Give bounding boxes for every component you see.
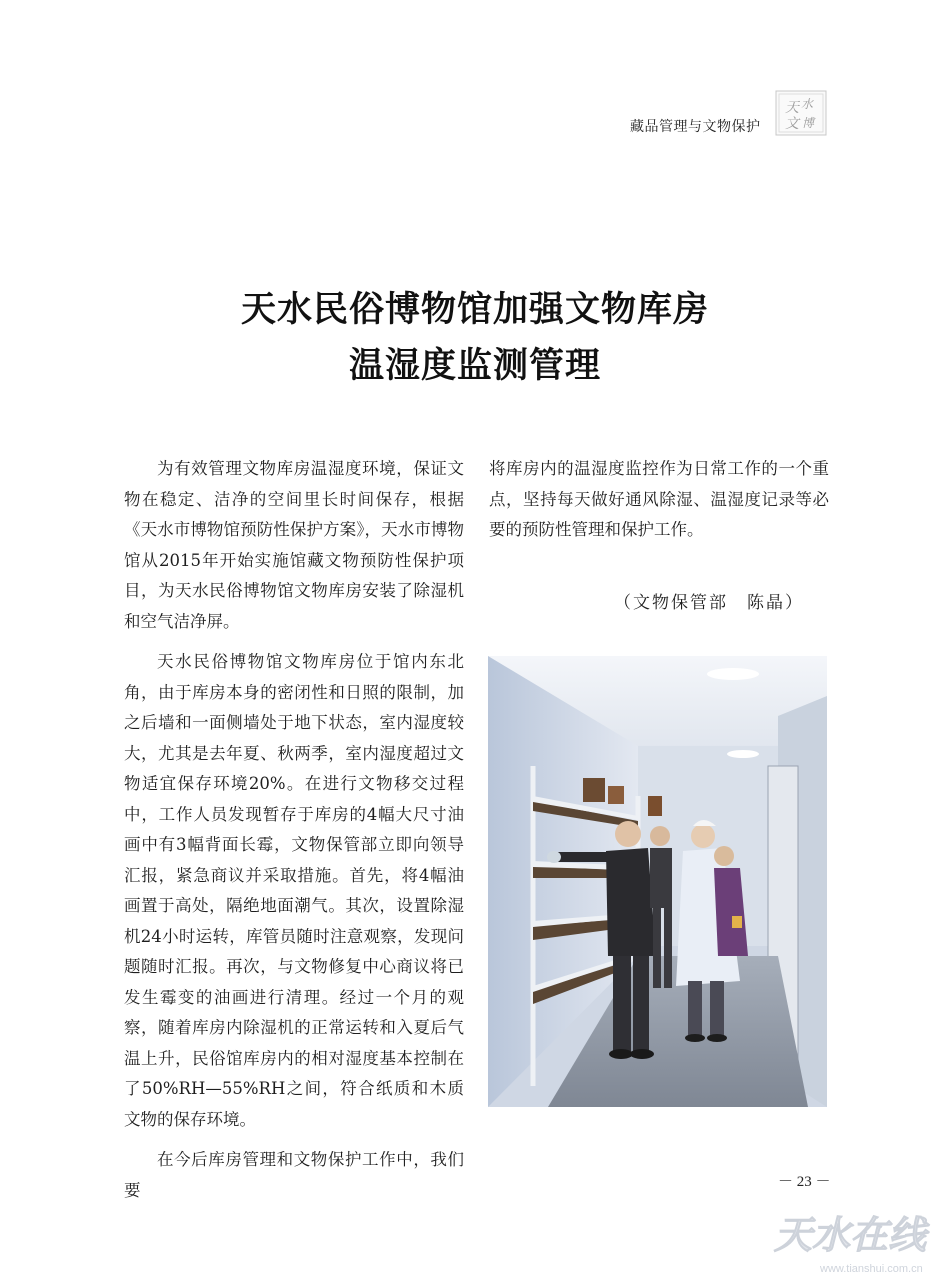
watermark-url: www.tianshui.com.cn: [820, 1263, 923, 1275]
body-paragraph: 天水民俗博物馆文物库房位于馆内东北角，由于库房本身的密闭性和日照的限制，加之后墙和一面侧墙处于地下状态，室内湿度较大，尤其是去年夏、秋两季，室内湿度超过文物适宜保存环境20%。在进行文物移交过程中，工作人员发现暂存于库房的4幅大尺寸油画中有3幅背面长霉，文物保管部立即向领导汇报，紧急商议并采取措施。首先，将4幅油画置于高处，隔绝地面潮气。其次，设置除湿机24小时运转，库管员随时注意观察，发现问题随时汇报。再次，与文物修复中心商议将已发生霉变的油画进行清理。经过一个月的观察，随着库房内除湿机的正常运转和入夏后气温上升，民俗馆库房内的相对湿度基本控制在了50%RH—55%RH之间，符合纸质和木质文物的保存环境。: [124, 652, 464, 1129]
right-column: [489, 454, 829, 556]
body-paragraph: 为有效管理文物库房温湿度环境，保证文物在稳定、洁净的空间里长时间保存，根据《天水市博物馆预防性保护方案》，天水市博物馆从2015年开始实施馆藏文物预防性保护项目，为天水民俗博物馆文物库房安装了除湿机和空气洁净屏。: [124, 459, 464, 631]
journal-logo-seal: [775, 90, 827, 136]
svg-text:天: 天: [785, 100, 799, 116]
title-line-1: 天水民俗博物馆加强文物库房: [240, 289, 709, 330]
body-paragraph: 在今后库房管理和文物保护工作中，我们要: [124, 1150, 464, 1200]
svg-text:水: 水: [801, 97, 814, 111]
photo-illustration: [488, 656, 827, 1107]
article-title: [0, 282, 950, 394]
section-header: 藏品管理与文物保护: [630, 119, 761, 135]
site-watermark: [760, 1200, 950, 1279]
page-number: － 23 －: [778, 1174, 831, 1190]
title-line-2: 温湿度监测管理: [348, 345, 601, 386]
storage-room-photo: [488, 656, 827, 1107]
author-byline: （文物保管部 陈晶）: [614, 593, 804, 613]
watermark-name: 天水在线: [774, 1212, 927, 1257]
left-column: [124, 454, 464, 1216]
body-paragraph-continued: 将库房内的温湿度监控作为日常工作的一个重点，坚持每天做好通风除湿、温湿度记录等必要的预防性管理和保护工作。: [489, 459, 829, 539]
svg-text:文: 文: [785, 116, 799, 132]
svg-text:博: 博: [802, 116, 815, 130]
